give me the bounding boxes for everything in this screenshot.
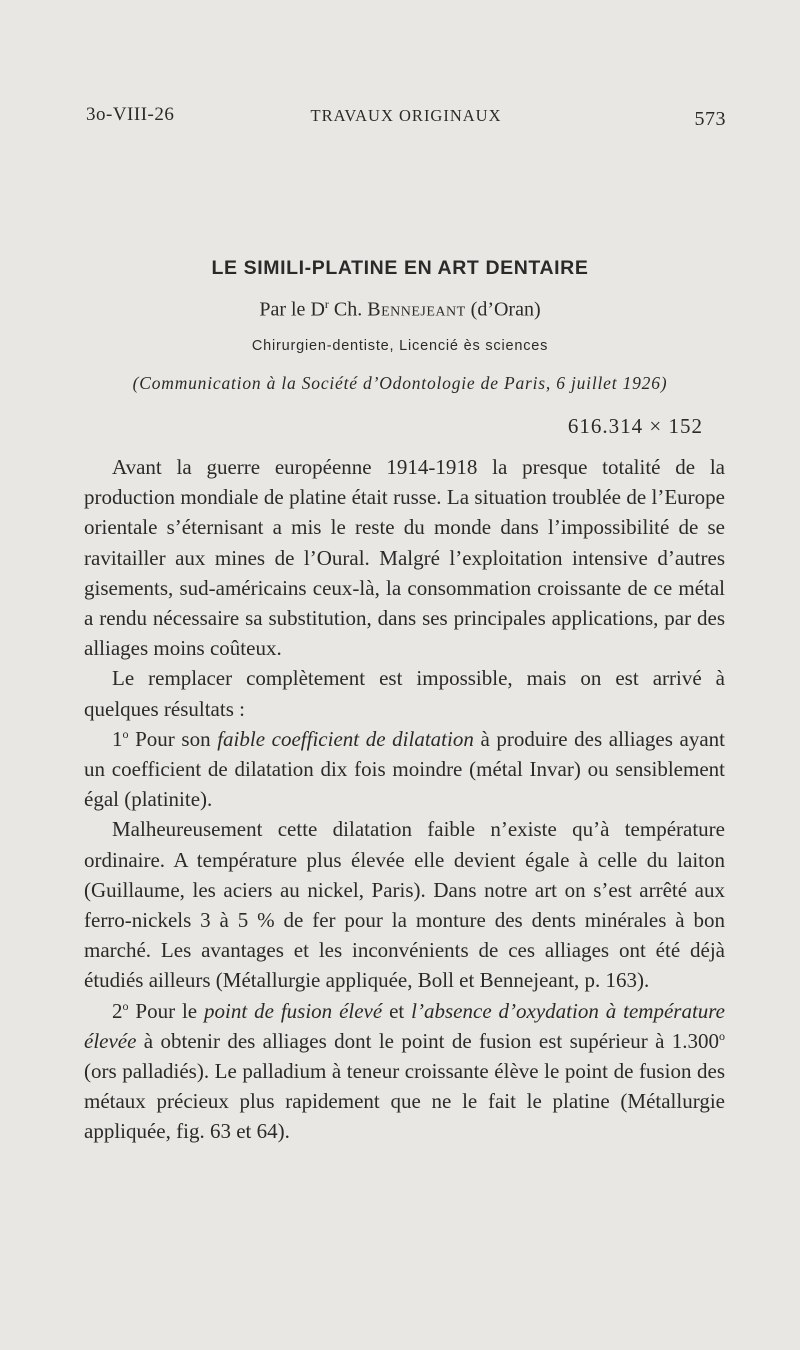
running-head-section: TRAVAUX ORIGINAUX	[310, 106, 502, 125]
page-number: 573	[694, 108, 726, 130]
p5-degree-sup: o	[719, 1028, 725, 1043]
p3-pre: Pour son	[128, 726, 218, 751]
classification-number: 616.314 × 152	[567, 414, 703, 438]
article-title: LE SIMILI-PLATINE EN ART DENTAIRE	[211, 257, 589, 279]
running-head	[86, 104, 726, 134]
p3-post: à produire des alliages ayant un coefficient de dilatation dix fois moindre (métal Invar) ou sensiblement égal (platinite).	[84, 726, 725, 812]
p3-num-sup: o	[122, 726, 129, 741]
p3-italic: faible coefficient de dilatation	[217, 726, 474, 751]
p3-num: 1	[112, 726, 123, 751]
byline	[0, 297, 800, 322]
communication-note: (Communication à la Société d’Odontologie de Paris, 6 juillet 1926)	[132, 373, 668, 393]
p5-num-sup: o	[122, 998, 129, 1013]
p5-post-b: (ors palladiés). Le palladium à teneur croissante élève le point de fusion des métaux précieux plus rapidement que ne le fait le platine (Métallurgie appliquée, fig. 63 et 64).	[84, 1059, 725, 1144]
p5-mid: et	[382, 998, 412, 1023]
paragraph-1: Avant la guerre européenne 1914-1918 la presque totalité de la production mondiale de platine était russe. La situation troublée de l’Europe orientale s’éternisant a mis le reste du monde dans l’impossibilité de se ravitailler aux mines de l’Oural. Malgré l’exploitation intensive d’autres gisements, sud-américains ceux-là, la consommation croissante de ce métal a rendu nécessaire sa substitution, dans ses principales applications, par des alliages moins coûteux.	[84, 455, 725, 661]
article-body	[84, 452, 725, 1147]
paragraph-4: Malheureusement cette dilatation faible n’existe qu’à température ordinaire. A température plus élevée elle devient égale à celle du laiton (Guillaume, les aciers au nickel, Paris). Dans notre art on s’est arrêté aux ferro-nickels 3 à 5 % de fer pour la monture des dents minérales à bon marché. Les avantages et les inconvénients de ces alliages ont été déjà étudiés ailleurs (Métallurgie appliquée, Boll et Bennejeant, p. 163).	[84, 817, 725, 993]
p5-italic-2: l’absence d’oxydation à température élevée	[84, 998, 726, 1053]
p5-italic-1: point de fusion élevé	[204, 998, 383, 1023]
paragraph-3	[84, 724, 725, 815]
running-head-date: 3o-VIII-26	[86, 104, 175, 125]
byline-first: Ch.	[333, 298, 363, 321]
p5-pre: Pour le	[128, 998, 205, 1023]
paragraph-5	[84, 996, 725, 1147]
paragraph-2: Le remplacer complètement est impossible, mais on est arrivé à quelques résultats :	[84, 666, 725, 721]
p5-num: 2	[112, 998, 123, 1023]
byline-dr-sup: r	[324, 297, 329, 311]
author-affiliation: Chirurgien-dentiste, Licencié ès sciences	[251, 338, 549, 354]
byline-prefix: Par le D	[259, 298, 325, 321]
author-place: (d’Oran)	[470, 298, 541, 321]
p5-post-a: à obtenir des alliages dont le point de fusion est supérieur à 1.300	[136, 1028, 719, 1053]
author-surname: Bennejeant	[367, 298, 466, 321]
